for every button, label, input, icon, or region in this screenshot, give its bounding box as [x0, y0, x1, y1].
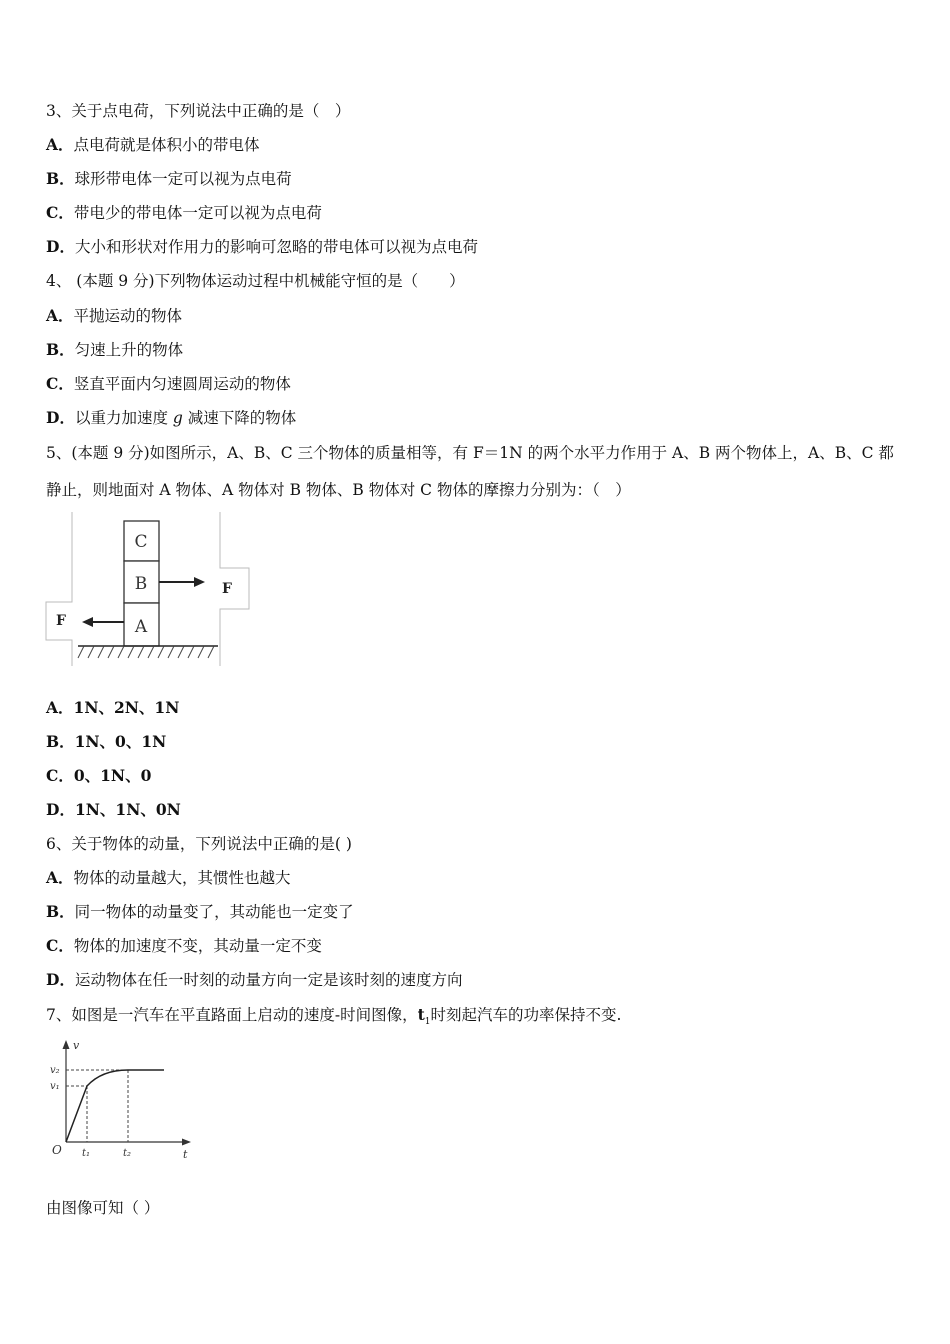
option-text: 平抛运动的物体 [73, 307, 183, 325]
q7-t-symbol: t [417, 1005, 425, 1024]
block-c-label: C [134, 532, 148, 552]
option-text: 物体的动量越大，其惯性也越大 [73, 869, 291, 887]
option-letter: D． [46, 408, 75, 427]
y-axis-arrowhead [63, 1040, 70, 1049]
q7-velocity-time-graph [46, 1036, 196, 1164]
option-letter: D． [46, 970, 75, 989]
q4-option-c [46, 374, 291, 394]
q6-stem: 6、关于物体的动量，下列说法中正确的是( ) [46, 835, 352, 853]
option-letter: A． [46, 135, 74, 154]
option-text: 同一物体的动量变了，其动能也一定变了 [74, 903, 354, 921]
q4-option-a [46, 306, 182, 326]
force-label-right: F [222, 581, 232, 597]
q6-option-a [46, 868, 291, 888]
velocity-curve [66, 1070, 164, 1142]
q5-option-b [46, 732, 166, 752]
option-letter: A． [46, 868, 74, 887]
figure-frame [46, 512, 72, 666]
force-label-left: F [56, 613, 66, 629]
option-letter: D． [46, 800, 75, 819]
q3-option-d [46, 237, 478, 257]
x-axis-arrowhead [182, 1139, 191, 1146]
q4-stem: 4、 (本题 9 分)下列物体运动过程中机械能守恒的是（ ） [46, 272, 465, 290]
variable-g: g [172, 409, 183, 427]
ground-hatching [78, 646, 214, 658]
q7-stem [46, 1005, 621, 1032]
q3-option-c [46, 203, 322, 223]
x-axis-label: t [183, 1148, 188, 1161]
v1-label: v₁ [50, 1081, 60, 1092]
option-letter: B． [46, 169, 75, 188]
option-text: 0、1N、0 [73, 766, 152, 785]
option-letter: D． [46, 237, 75, 256]
option-text: 减速下降的物体 [182, 409, 297, 427]
option-letter: B． [46, 732, 75, 751]
option-letter: B． [46, 902, 75, 921]
option-text: 1N、1N、0N [74, 800, 181, 819]
option-text: 以重力加速度 [74, 409, 173, 427]
q5-stem-line1: 5、(本题 9 分)如图所示，A、B、C 三个物体的质量相等，有 F＝1N 的两个水平力作用于 A、B 两个物体上，A、B、C 都 [46, 444, 894, 462]
q4-option-d [46, 408, 296, 428]
block-a-label: A [134, 617, 148, 637]
v2-label: v₂ [50, 1065, 60, 1076]
y-axis-label: v [73, 1039, 80, 1052]
option-text: 匀速上升的物体 [74, 341, 184, 359]
force-arrowhead-right [194, 577, 205, 587]
q7-tail: 由图像可知（ ） [46, 1199, 160, 1217]
option-text: 点电荷就是体积小的带电体 [73, 136, 260, 154]
origin-label: O [52, 1143, 62, 1157]
q5-block-diagram [44, 512, 254, 670]
option-text: 物体的加速度不变，其动量一定不变 [73, 937, 322, 955]
option-text: 带电少的带电体一定可以视为点电荷 [73, 204, 322, 222]
option-text: 1N、2N、1N [73, 698, 180, 717]
option-letter: C． [46, 374, 74, 393]
guide-lines [66, 1070, 128, 1142]
option-letter: C． [46, 936, 74, 955]
option-text: 大小和形状对作用力的影响可忽略的带电体可以视为点电荷 [74, 238, 478, 256]
q6-option-b [46, 902, 354, 922]
q6-option-d [46, 970, 462, 990]
option-text: 运动物体在任一时刻的动量方向一定是该时刻的速度方向 [74, 971, 463, 989]
option-letter: C． [46, 766, 74, 785]
q5-option-c [46, 766, 151, 786]
option-text: 竖直平面内匀速圆周运动的物体 [73, 375, 291, 393]
option-letter: A． [46, 306, 74, 325]
option-text: 球形带电体一定可以视为点电荷 [74, 170, 292, 188]
option-letter: B． [46, 340, 75, 359]
option-letter: A． [46, 698, 74, 717]
q4-option-b [46, 340, 183, 360]
option-letter: C． [46, 203, 74, 222]
q7-stem-text: 时刻起汽车的功率保持不变. [430, 1006, 622, 1024]
q3-option-a [46, 135, 260, 155]
q5-stem-line2: 静止，则地面对 A 物体、A 物体对 B 物体、B 物体对 C 物体的摩擦力分别为：（ ） [46, 481, 631, 499]
q5-option-d [46, 800, 181, 820]
block-b-label: B [134, 574, 148, 594]
option-text: 1N、0、1N [74, 732, 167, 751]
q7-t-subscript: 1 [424, 1017, 431, 1028]
q7-stem-text: 7、如图是一汽车在平直路面上启动的速度-时间图像， [46, 1006, 418, 1024]
q3-option-b [46, 169, 292, 189]
q3-stem: 3、关于点电荷，下列说法中正确的是（ ） [46, 102, 351, 120]
force-arrowhead-left [82, 617, 93, 627]
q6-option-c [46, 936, 322, 956]
q5-option-a [46, 698, 179, 718]
t2-label: t₂ [123, 1148, 132, 1159]
t1-label: t₁ [82, 1148, 91, 1159]
